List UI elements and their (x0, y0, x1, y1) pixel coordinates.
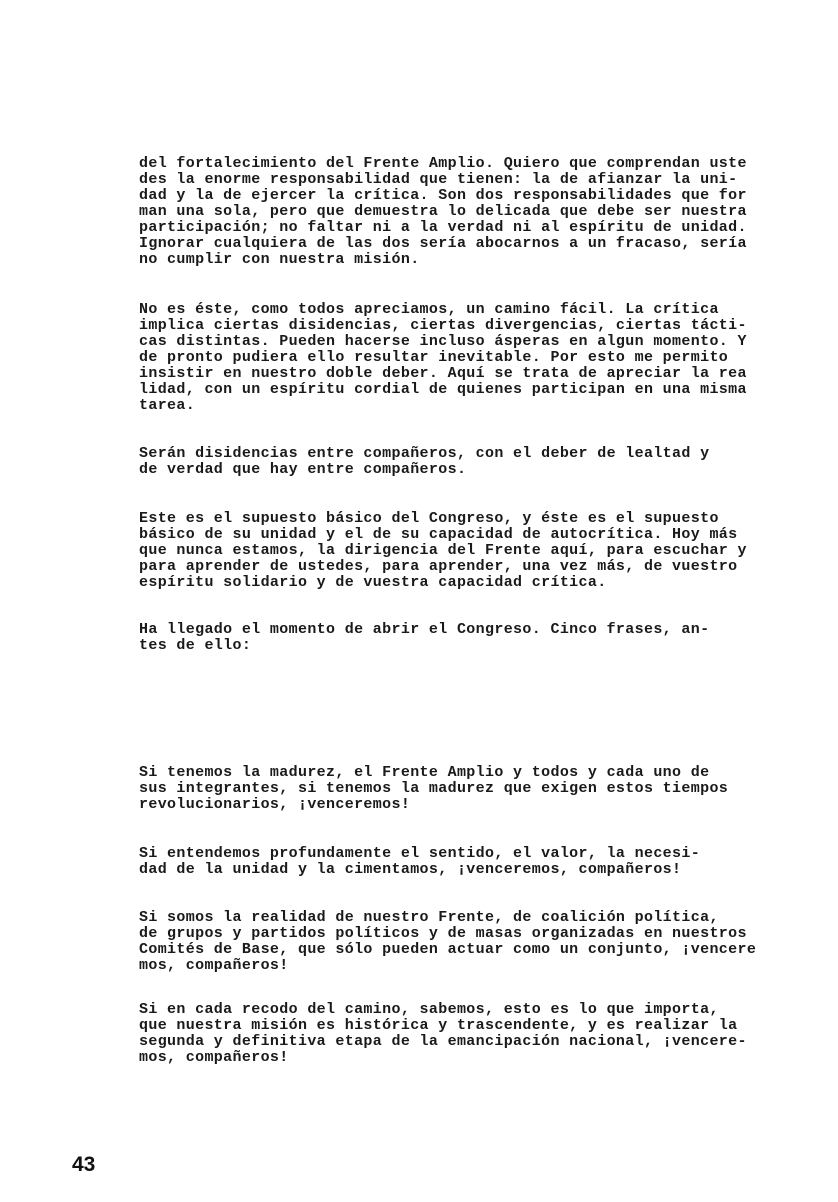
paragraph-5: Ha llegado el momento de abrir el Congreso. Cinco frases, an- tes de ello: (139, 621, 710, 654)
paragraph-8: Si somos la realidad de nuestro Frente, de coalición política, de grupos y partidos políticos y de masas organizadas en nuestros Comités de Base, que sólo pueden actuar como un conjunto, ¡vencere mos, compañeros! (139, 909, 757, 974)
paragraph-1: del fortalecimiento del Frente Amplio. Quiero que comprendan uste des la enorme responsabilidad que tienen: la de afianzar la uni- dad y la de ejercer la crítica. Son dos responsabilidades que for man una sola, pero que demuestra lo delicada que debe ser nuestra participación; no faltar ni a la verdad ni al espíritu de unidad. Ignorar cualquiera de las dos sería abocarnos a un fracaso, sería no cumplir con nuestra misión. (139, 155, 747, 268)
paragraph-2: No es éste, como todos apreciamos, un camino fácil. La crítica implica ciertas disidencias, ciertas divergencias, ciertas tácti- cas distintas. Pueden hacerse incluso ásperas en algun momento. Y de pronto pudiera ello resultar inevitable. Por esto me permito insistir en nuestro doble deber. Aquí se trata de apreciar la rea lidad, con un espíritu cordial de quienes participan en una misma tarea. (139, 301, 747, 414)
paragraph-6: Si tenemos la madurez, el Frente Amplio y todos y cada uno de sus integrantes, si tenemos la madurez que exigen estos tiempos revolucionarios, ¡venceremos! (139, 764, 729, 813)
paragraph-4: Este es el supuesto básico del Congreso, y éste es el supuesto básico de su unidad y el de su capacidad de autocrítica. Hoy más que nunca estamos, la dirigencia del Frente aquí, para escuchar y para aprender de ustedes, para aprender, una vez más, de vuestro espíritu solidario y de vuestra capacidad crítica. (139, 510, 747, 591)
paragraph-7: Si entendemos profundamente el sentido, el valor, la necesi- dad de la unidad y la cimentamos, ¡venceremos, compañeros! (139, 845, 701, 878)
paragraph-9: Si en cada recodo del camino, sabemos, esto es lo que importa, que nuestra misión es histórica y trascendente, y es realizar la segunda y definitiva etapa de la emancipación nacional, ¡vencere- mos, compañeros! (139, 1001, 747, 1066)
paragraph-3: Serán disidencias entre compañeros, con el deber de lealtad y de verdad que hay entre compañeros. (139, 445, 710, 478)
page-number: 43 (72, 1153, 96, 1176)
